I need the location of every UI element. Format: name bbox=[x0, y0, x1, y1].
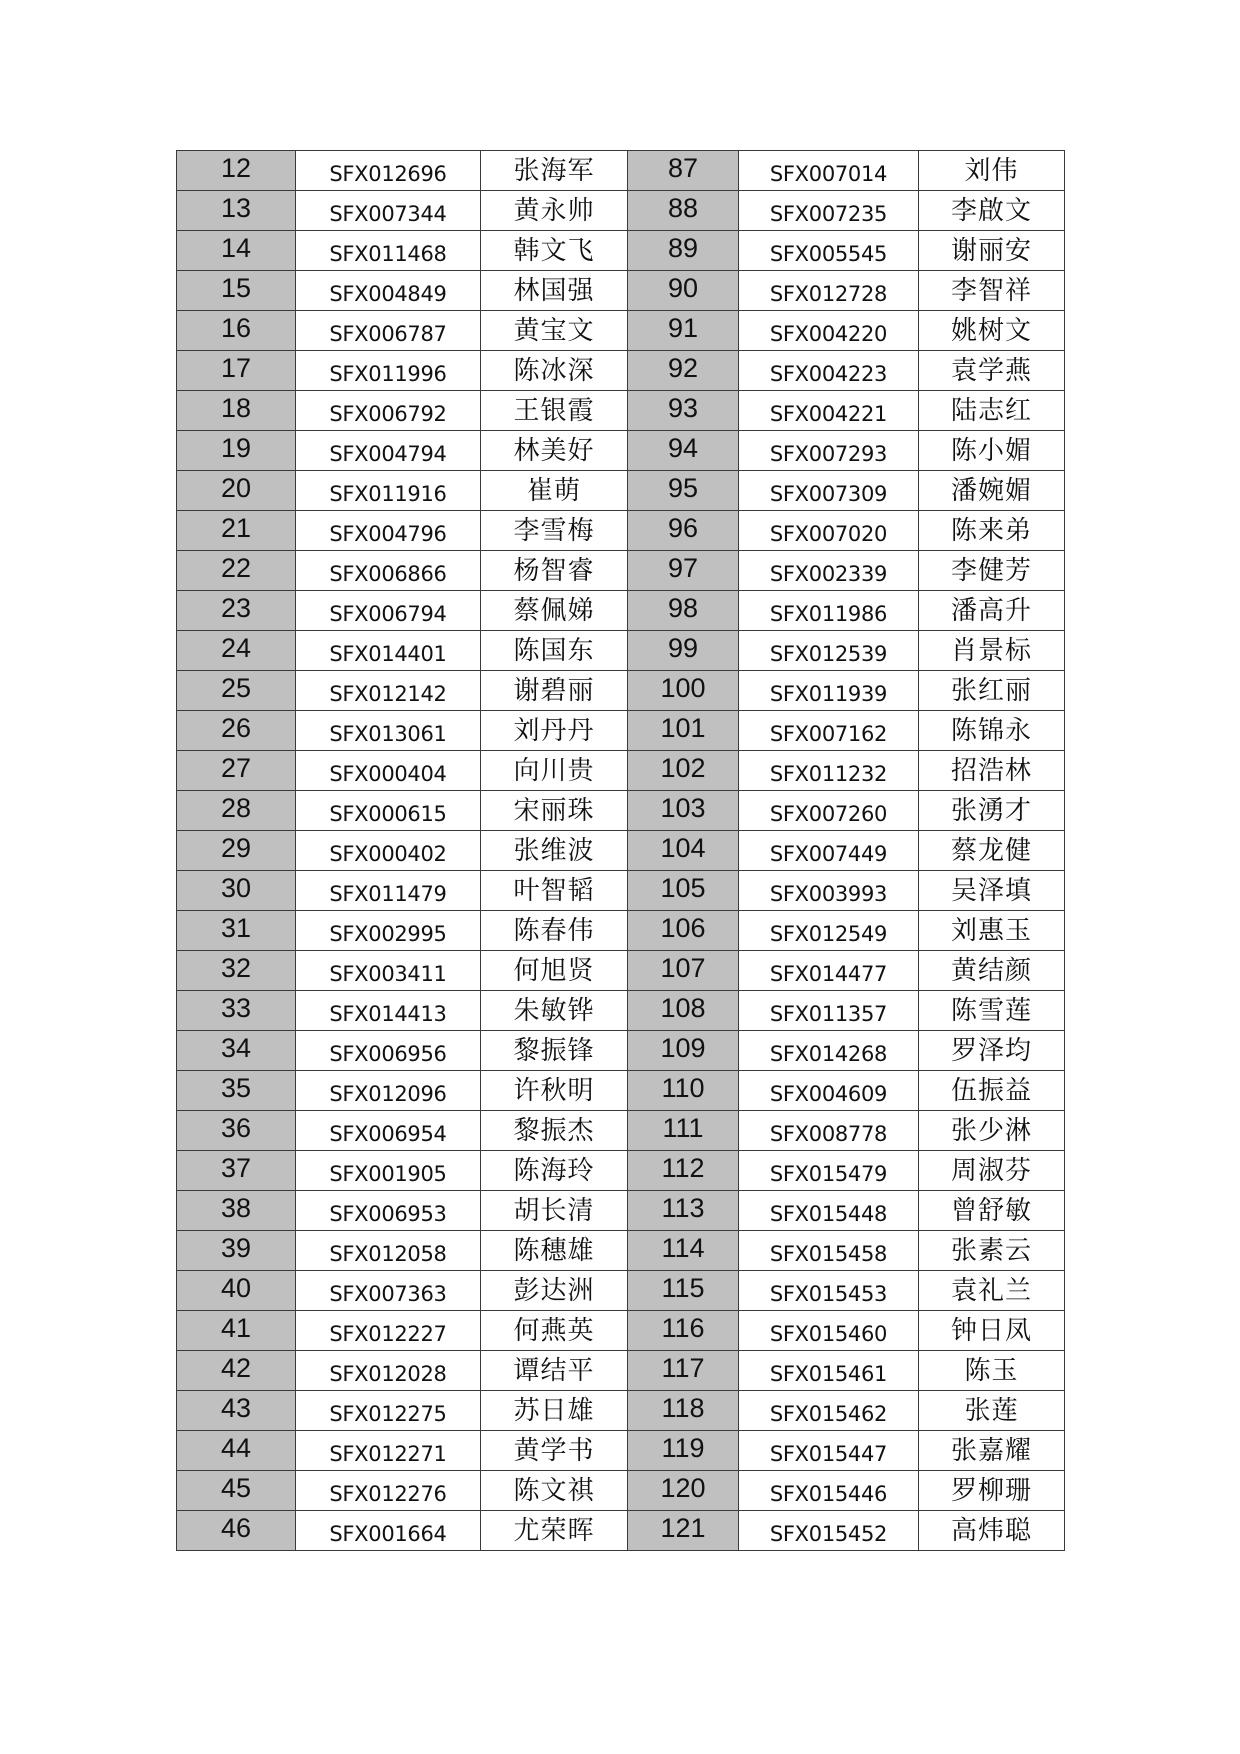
table-row bbox=[177, 1471, 1065, 1511]
right-member-id: SFX015453 bbox=[739, 1271, 919, 1311]
left-member-name: 谭结平 bbox=[481, 1351, 628, 1391]
left-member-name: 向川贵 bbox=[481, 751, 628, 791]
left-member-id: SFX007363 bbox=[296, 1271, 481, 1311]
right-member-name: 袁学燕 bbox=[919, 351, 1065, 391]
right-member-name: 刘惠玉 bbox=[919, 911, 1065, 951]
left-member-name: 杨智睿 bbox=[481, 551, 628, 591]
left-member-name: 何燕英 bbox=[481, 1311, 628, 1351]
right-serial-number: 110 bbox=[628, 1071, 739, 1111]
table-row bbox=[177, 551, 1065, 591]
left-member-name: 张维波 bbox=[481, 831, 628, 871]
right-serial-number: 119 bbox=[628, 1431, 739, 1471]
left-member-id: SFX012142 bbox=[296, 671, 481, 711]
right-serial-number: 111 bbox=[628, 1111, 739, 1151]
left-serial-number: 46 bbox=[177, 1511, 296, 1551]
left-member-id: SFX012696 bbox=[296, 151, 481, 191]
table-row bbox=[177, 871, 1065, 911]
right-member-id: SFX007020 bbox=[739, 511, 919, 551]
left-member-name: 黎振杰 bbox=[481, 1111, 628, 1151]
table-row bbox=[177, 1151, 1065, 1191]
right-serial-number: 91 bbox=[628, 311, 739, 351]
left-serial-number: 26 bbox=[177, 711, 296, 751]
left-member-id: SFX012227 bbox=[296, 1311, 481, 1351]
left-member-id: SFX000402 bbox=[296, 831, 481, 871]
left-member-id: SFX004849 bbox=[296, 271, 481, 311]
right-member-id: SFX011357 bbox=[739, 991, 919, 1031]
right-member-id: SFX011939 bbox=[739, 671, 919, 711]
right-member-id: SFX014268 bbox=[739, 1031, 919, 1071]
right-serial-number: 120 bbox=[628, 1471, 739, 1511]
left-member-id: SFX002995 bbox=[296, 911, 481, 951]
left-serial-number: 36 bbox=[177, 1111, 296, 1151]
left-serial-number: 31 bbox=[177, 911, 296, 951]
left-serial-number: 44 bbox=[177, 1431, 296, 1471]
left-serial-number: 25 bbox=[177, 671, 296, 711]
left-member-name: 崔萌 bbox=[481, 471, 628, 511]
right-member-id: SFX015460 bbox=[739, 1311, 919, 1351]
right-serial-number: 118 bbox=[628, 1391, 739, 1431]
right-member-id: SFX007235 bbox=[739, 191, 919, 231]
left-member-id: SFX013061 bbox=[296, 711, 481, 751]
right-serial-number: 107 bbox=[628, 951, 739, 991]
left-member-name: 陈冰深 bbox=[481, 351, 628, 391]
left-serial-number: 22 bbox=[177, 551, 296, 591]
right-member-name: 张湧才 bbox=[919, 791, 1065, 831]
table-row bbox=[177, 991, 1065, 1031]
left-member-name: 尤荣晖 bbox=[481, 1511, 628, 1551]
right-serial-number: 108 bbox=[628, 991, 739, 1031]
left-member-id: SFX006866 bbox=[296, 551, 481, 591]
left-member-name: 苏日雄 bbox=[481, 1391, 628, 1431]
right-member-id: SFX012539 bbox=[739, 631, 919, 671]
left-member-name: 李雪梅 bbox=[481, 511, 628, 551]
table-row bbox=[177, 351, 1065, 391]
table-row bbox=[177, 951, 1065, 991]
table-row bbox=[177, 1311, 1065, 1351]
left-member-id: SFX000615 bbox=[296, 791, 481, 831]
right-member-name: 陈小媚 bbox=[919, 431, 1065, 471]
right-member-name: 姚树文 bbox=[919, 311, 1065, 351]
right-member-id: SFX007014 bbox=[739, 151, 919, 191]
right-member-id: SFX015446 bbox=[739, 1471, 919, 1511]
right-serial-number: 113 bbox=[628, 1191, 739, 1231]
right-member-id: SFX015448 bbox=[739, 1191, 919, 1231]
right-serial-number: 102 bbox=[628, 751, 739, 791]
table-row bbox=[177, 1031, 1065, 1071]
right-member-id: SFX007162 bbox=[739, 711, 919, 751]
left-member-name: 叶智韬 bbox=[481, 871, 628, 911]
right-serial-number: 106 bbox=[628, 911, 739, 951]
right-member-id: SFX014477 bbox=[739, 951, 919, 991]
left-serial-number: 23 bbox=[177, 591, 296, 631]
right-member-name: 潘高升 bbox=[919, 591, 1065, 631]
right-member-name: 曾舒敏 bbox=[919, 1191, 1065, 1231]
left-member-id: SFX011479 bbox=[296, 871, 481, 911]
right-member-name: 肖景标 bbox=[919, 631, 1065, 671]
table-row bbox=[177, 711, 1065, 751]
right-member-name: 谢丽安 bbox=[919, 231, 1065, 271]
right-member-id: SFX005545 bbox=[739, 231, 919, 271]
left-member-id: SFX006953 bbox=[296, 1191, 481, 1231]
left-member-name: 陈春伟 bbox=[481, 911, 628, 951]
left-serial-number: 24 bbox=[177, 631, 296, 671]
table-row bbox=[177, 1431, 1065, 1471]
right-member-name: 李智祥 bbox=[919, 271, 1065, 311]
right-member-name: 张少淋 bbox=[919, 1111, 1065, 1151]
left-member-name: 林美好 bbox=[481, 431, 628, 471]
left-serial-number: 18 bbox=[177, 391, 296, 431]
left-member-id: SFX006794 bbox=[296, 591, 481, 631]
right-serial-number: 112 bbox=[628, 1151, 739, 1191]
left-serial-number: 38 bbox=[177, 1191, 296, 1231]
right-member-name: 黄结颜 bbox=[919, 951, 1065, 991]
right-member-name: 罗柳珊 bbox=[919, 1471, 1065, 1511]
right-member-name: 钟日凤 bbox=[919, 1311, 1065, 1351]
right-member-name: 张嘉耀 bbox=[919, 1431, 1065, 1471]
left-member-id: SFX006954 bbox=[296, 1111, 481, 1151]
left-serial-number: 43 bbox=[177, 1391, 296, 1431]
left-member-name: 张海军 bbox=[481, 151, 628, 191]
left-member-name: 韩文飞 bbox=[481, 231, 628, 271]
left-member-name: 黄学书 bbox=[481, 1431, 628, 1471]
left-serial-number: 20 bbox=[177, 471, 296, 511]
table-row bbox=[177, 471, 1065, 511]
right-member-name: 陆志红 bbox=[919, 391, 1065, 431]
right-member-id: SFX015462 bbox=[739, 1391, 919, 1431]
left-member-name: 胡长清 bbox=[481, 1191, 628, 1231]
table-row bbox=[177, 511, 1065, 551]
table-row bbox=[177, 231, 1065, 271]
right-member-id: SFX011232 bbox=[739, 751, 919, 791]
right-serial-number: 115 bbox=[628, 1271, 739, 1311]
left-member-id: SFX003411 bbox=[296, 951, 481, 991]
left-member-name: 谢碧丽 bbox=[481, 671, 628, 711]
right-member-id: SFX008778 bbox=[739, 1111, 919, 1151]
right-member-id: SFX002339 bbox=[739, 551, 919, 591]
right-serial-number: 96 bbox=[628, 511, 739, 551]
roster-body bbox=[177, 151, 1065, 1551]
right-member-id: SFX007293 bbox=[739, 431, 919, 471]
right-serial-number: 89 bbox=[628, 231, 739, 271]
left-serial-number: 17 bbox=[177, 351, 296, 391]
right-member-id: SFX007449 bbox=[739, 831, 919, 871]
left-serial-number: 41 bbox=[177, 1311, 296, 1351]
right-member-name: 张莲 bbox=[919, 1391, 1065, 1431]
right-member-name: 罗泽均 bbox=[919, 1031, 1065, 1071]
right-serial-number: 104 bbox=[628, 831, 739, 871]
table-row bbox=[177, 191, 1065, 231]
table-row bbox=[177, 911, 1065, 951]
left-serial-number: 12 bbox=[177, 151, 296, 191]
right-member-name: 吴泽填 bbox=[919, 871, 1065, 911]
left-member-name: 陈文祺 bbox=[481, 1471, 628, 1511]
left-member-id: SFX014413 bbox=[296, 991, 481, 1031]
left-serial-number: 42 bbox=[177, 1351, 296, 1391]
right-member-id: SFX012549 bbox=[739, 911, 919, 951]
left-member-id: SFX012275 bbox=[296, 1391, 481, 1431]
table-row bbox=[177, 791, 1065, 831]
table-row bbox=[177, 1071, 1065, 1111]
right-member-name: 陈来弟 bbox=[919, 511, 1065, 551]
left-serial-number: 21 bbox=[177, 511, 296, 551]
left-member-name: 刘丹丹 bbox=[481, 711, 628, 751]
left-serial-number: 27 bbox=[177, 751, 296, 791]
table-row bbox=[177, 591, 1065, 631]
left-serial-number: 35 bbox=[177, 1071, 296, 1111]
left-member-id: SFX006787 bbox=[296, 311, 481, 351]
left-serial-number: 29 bbox=[177, 831, 296, 871]
right-serial-number: 117 bbox=[628, 1351, 739, 1391]
left-serial-number: 33 bbox=[177, 991, 296, 1031]
right-serial-number: 105 bbox=[628, 871, 739, 911]
right-serial-number: 90 bbox=[628, 271, 739, 311]
right-serial-number: 93 bbox=[628, 391, 739, 431]
left-member-id: SFX000404 bbox=[296, 751, 481, 791]
left-member-name: 黄永帅 bbox=[481, 191, 628, 231]
table-row bbox=[177, 391, 1065, 431]
table-row bbox=[177, 271, 1065, 311]
right-serial-number: 98 bbox=[628, 591, 739, 631]
left-serial-number: 32 bbox=[177, 951, 296, 991]
table-row bbox=[177, 671, 1065, 711]
right-serial-number: 87 bbox=[628, 151, 739, 191]
left-member-id: SFX006792 bbox=[296, 391, 481, 431]
right-member-name: 袁礼兰 bbox=[919, 1271, 1065, 1311]
right-member-id: SFX004220 bbox=[739, 311, 919, 351]
right-serial-number: 92 bbox=[628, 351, 739, 391]
right-member-id: SFX015458 bbox=[739, 1231, 919, 1271]
left-member-id: SFX001664 bbox=[296, 1511, 481, 1551]
table-row bbox=[177, 1231, 1065, 1271]
left-member-id: SFX012028 bbox=[296, 1351, 481, 1391]
table-row bbox=[177, 631, 1065, 671]
right-serial-number: 95 bbox=[628, 471, 739, 511]
right-member-id: SFX003993 bbox=[739, 871, 919, 911]
roster-table bbox=[176, 150, 1065, 1551]
left-member-name: 何旭贤 bbox=[481, 951, 628, 991]
right-serial-number: 94 bbox=[628, 431, 739, 471]
right-serial-number: 121 bbox=[628, 1511, 739, 1551]
left-member-name: 陈穗雄 bbox=[481, 1231, 628, 1271]
left-member-name: 黄宝文 bbox=[481, 311, 628, 351]
right-member-name: 蔡龙健 bbox=[919, 831, 1065, 871]
left-member-name: 许秋明 bbox=[481, 1071, 628, 1111]
right-member-name: 张红丽 bbox=[919, 671, 1065, 711]
table-row bbox=[177, 831, 1065, 871]
left-serial-number: 16 bbox=[177, 311, 296, 351]
left-member-name: 彭达洲 bbox=[481, 1271, 628, 1311]
table-row bbox=[177, 1271, 1065, 1311]
left-serial-number: 34 bbox=[177, 1031, 296, 1071]
right-member-id: SFX015479 bbox=[739, 1151, 919, 1191]
right-member-id: SFX004609 bbox=[739, 1071, 919, 1111]
left-serial-number: 40 bbox=[177, 1271, 296, 1311]
left-member-name: 陈国东 bbox=[481, 631, 628, 671]
left-member-id: SFX001905 bbox=[296, 1151, 481, 1191]
left-member-name: 陈海玲 bbox=[481, 1151, 628, 1191]
right-serial-number: 97 bbox=[628, 551, 739, 591]
table-row bbox=[177, 1391, 1065, 1431]
table-row bbox=[177, 1511, 1065, 1551]
right-member-name: 伍振益 bbox=[919, 1071, 1065, 1111]
right-member-name: 李健芳 bbox=[919, 551, 1065, 591]
table-row bbox=[177, 751, 1065, 791]
right-member-name: 陈雪莲 bbox=[919, 991, 1065, 1031]
left-member-id: SFX006956 bbox=[296, 1031, 481, 1071]
left-member-name: 宋丽珠 bbox=[481, 791, 628, 831]
right-serial-number: 101 bbox=[628, 711, 739, 751]
left-member-name: 林国强 bbox=[481, 271, 628, 311]
table-row bbox=[177, 311, 1065, 351]
right-member-name: 李啟文 bbox=[919, 191, 1065, 231]
left-serial-number: 14 bbox=[177, 231, 296, 271]
left-serial-number: 37 bbox=[177, 1151, 296, 1191]
left-member-id: SFX011468 bbox=[296, 231, 481, 271]
left-serial-number: 28 bbox=[177, 791, 296, 831]
left-member-name: 黎振锋 bbox=[481, 1031, 628, 1071]
left-member-name: 蔡佩娣 bbox=[481, 591, 628, 631]
right-member-name: 周淑芬 bbox=[919, 1151, 1065, 1191]
table-row bbox=[177, 1111, 1065, 1151]
left-serial-number: 30 bbox=[177, 871, 296, 911]
right-member-name: 张素云 bbox=[919, 1231, 1065, 1271]
table-row bbox=[177, 1191, 1065, 1231]
left-member-name: 朱敏铧 bbox=[481, 991, 628, 1031]
right-member-id: SFX004223 bbox=[739, 351, 919, 391]
right-member-id: SFX007260 bbox=[739, 791, 919, 831]
right-member-name: 刘伟 bbox=[919, 151, 1065, 191]
right-serial-number: 88 bbox=[628, 191, 739, 231]
left-serial-number: 19 bbox=[177, 431, 296, 471]
left-member-id: SFX011916 bbox=[296, 471, 481, 511]
right-member-id: SFX004221 bbox=[739, 391, 919, 431]
right-member-id: SFX012728 bbox=[739, 271, 919, 311]
right-member-id: SFX015461 bbox=[739, 1351, 919, 1391]
table-row bbox=[177, 1351, 1065, 1391]
left-member-id: SFX012096 bbox=[296, 1071, 481, 1111]
table-row bbox=[177, 431, 1065, 471]
right-member-name: 潘婉媚 bbox=[919, 471, 1065, 511]
left-serial-number: 45 bbox=[177, 1471, 296, 1511]
right-member-id: SFX011986 bbox=[739, 591, 919, 631]
right-serial-number: 114 bbox=[628, 1231, 739, 1271]
right-serial-number: 100 bbox=[628, 671, 739, 711]
left-serial-number: 13 bbox=[177, 191, 296, 231]
right-member-name: 招浩林 bbox=[919, 751, 1065, 791]
left-member-id: SFX012058 bbox=[296, 1231, 481, 1271]
left-member-id: SFX004796 bbox=[296, 511, 481, 551]
left-serial-number: 15 bbox=[177, 271, 296, 311]
right-serial-number: 99 bbox=[628, 631, 739, 671]
left-member-id: SFX012271 bbox=[296, 1431, 481, 1471]
right-member-id: SFX015452 bbox=[739, 1511, 919, 1551]
table-row bbox=[177, 151, 1065, 191]
left-member-id: SFX004794 bbox=[296, 431, 481, 471]
right-serial-number: 103 bbox=[628, 791, 739, 831]
left-member-id: SFX014401 bbox=[296, 631, 481, 671]
left-member-id: SFX012276 bbox=[296, 1471, 481, 1511]
right-serial-number: 116 bbox=[628, 1311, 739, 1351]
right-member-name: 陈锦永 bbox=[919, 711, 1065, 751]
left-member-id: SFX007344 bbox=[296, 191, 481, 231]
right-member-id: SFX015447 bbox=[739, 1431, 919, 1471]
left-member-id: SFX011996 bbox=[296, 351, 481, 391]
right-serial-number: 109 bbox=[628, 1031, 739, 1071]
left-serial-number: 39 bbox=[177, 1231, 296, 1271]
right-member-name: 陈玉 bbox=[919, 1351, 1065, 1391]
right-member-id: SFX007309 bbox=[739, 471, 919, 511]
right-member-name: 高炜聪 bbox=[919, 1511, 1065, 1551]
left-member-name: 王银霞 bbox=[481, 391, 628, 431]
